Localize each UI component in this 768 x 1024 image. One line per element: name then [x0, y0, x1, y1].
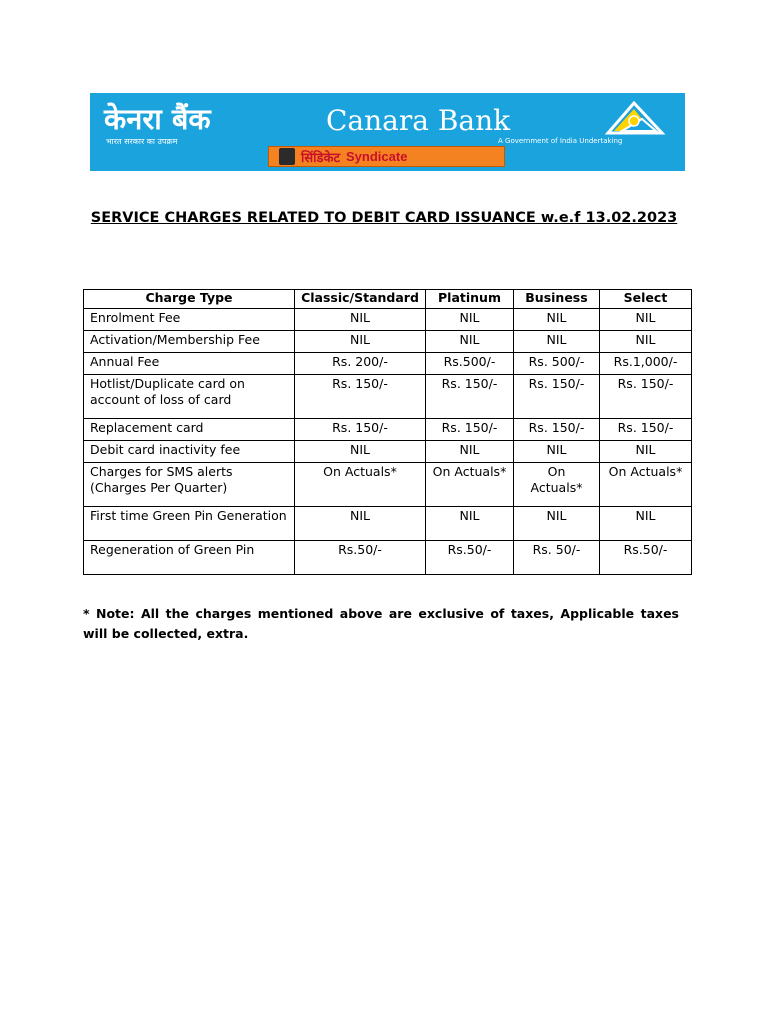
charge-value-cell: NIL	[295, 507, 426, 541]
taxes-note: * Note: All the charges mentioned above are exclusive of taxes, Applicable taxes will be collected, extra.	[83, 606, 679, 641]
table-row	[84, 507, 692, 541]
table-header-row	[84, 290, 692, 309]
canara-bank-banner	[90, 93, 685, 171]
charge-value-cell: Rs. 200/-	[295, 353, 426, 375]
syndicate-name-hindi: सिंडिकेट	[301, 150, 341, 166]
table-row	[84, 331, 692, 353]
table-row	[84, 463, 692, 507]
charge-value-cell: Rs.50/-	[426, 541, 514, 575]
charge-value-cell: On Actuals*	[600, 463, 692, 507]
document-title: SERVICE CHARGES RELATED TO DEBIT CARD ISSUANCE w.e.f 13.02.2023	[90, 210, 678, 226]
table-row	[84, 541, 692, 575]
charge-value-cell: NIL	[295, 441, 426, 463]
charge-value-cell: Rs. 150/-	[426, 419, 514, 441]
bank-tagline-hindi: भारत सरकार का उपक्रम	[106, 137, 178, 146]
table-row	[84, 309, 692, 331]
charge-value-cell: NIL	[600, 507, 692, 541]
charge-value-cell: Rs.500/-	[426, 353, 514, 375]
charge-value-cell: Rs. 500/-	[514, 353, 600, 375]
header-business: Business	[514, 290, 600, 309]
syndicate-name-english: Syndicate	[346, 149, 408, 164]
charge-value-cell: NIL	[600, 441, 692, 463]
charge-type-cell: Enrolment Fee	[84, 309, 295, 331]
charge-value-cell: Rs. 50/-	[514, 541, 600, 575]
charge-value-cell: Rs. 150/-	[600, 375, 692, 419]
charge-value-cell: Rs. 150/-	[295, 375, 426, 419]
charge-value-cell: On Actuals*	[514, 463, 600, 507]
bank-tagline-english: A Government of India Undertaking	[498, 137, 623, 145]
syndicate-bar	[268, 146, 505, 167]
charge-value-cell: NIL	[426, 507, 514, 541]
charge-type-cell: Charges for SMS alerts (Charges Per Quarter)	[84, 463, 295, 507]
charge-type-cell: Replacement card	[84, 419, 295, 441]
charge-value-cell: NIL	[514, 309, 600, 331]
table-row	[84, 353, 692, 375]
charge-type-cell: Debit card inactivity fee	[84, 441, 295, 463]
charge-value-cell: NIL	[426, 309, 514, 331]
charge-value-cell: Rs.50/-	[600, 541, 692, 575]
charge-value-cell: NIL	[295, 309, 426, 331]
service-charges-table	[83, 289, 692, 575]
charge-value-cell: NIL	[426, 331, 514, 353]
charge-value-cell: Rs.50/-	[295, 541, 426, 575]
table-row	[84, 441, 692, 463]
charge-value-cell: Rs. 150/-	[295, 419, 426, 441]
canara-logo-icon	[600, 101, 670, 139]
charge-type-cell: Hotlist/Duplicate card on account of loss of card	[84, 375, 295, 419]
table-row	[84, 419, 692, 441]
syndicate-logo-icon	[279, 148, 295, 165]
charge-type-cell: Activation/Membership Fee	[84, 331, 295, 353]
charge-value-cell: NIL	[426, 441, 514, 463]
header-platinum: Platinum	[426, 290, 514, 309]
charge-value-cell: NIL	[600, 331, 692, 353]
charge-value-cell: On Actuals*	[426, 463, 514, 507]
charge-type-cell: Annual Fee	[84, 353, 295, 375]
charge-value-cell: Rs. 150/-	[600, 419, 692, 441]
charge-value-cell: On Actuals*	[295, 463, 426, 507]
charge-value-cell: NIL	[295, 331, 426, 353]
charge-value-cell: Rs. 150/-	[426, 375, 514, 419]
charge-value-cell: NIL	[600, 309, 692, 331]
charge-value-cell: Rs.1,000/-	[600, 353, 692, 375]
charge-value-cell: NIL	[514, 507, 600, 541]
charge-value-cell: Rs. 150/-	[514, 375, 600, 419]
charge-type-cell: First time Green Pin Generation	[84, 507, 295, 541]
header-classic-standard: Classic/Standard	[295, 290, 426, 309]
bank-name-english: Canara Bank	[326, 104, 511, 137]
header-charge-type: Charge Type	[84, 290, 295, 309]
header-select: Select	[600, 290, 692, 309]
table-row	[84, 375, 692, 419]
bank-name-hindi: केनरा बैंक	[104, 102, 211, 136]
charge-value-cell: NIL	[514, 331, 600, 353]
charge-type-cell: Regeneration of Green Pin	[84, 541, 295, 575]
charge-value-cell: NIL	[514, 441, 600, 463]
charge-value-cell: Rs. 150/-	[514, 419, 600, 441]
